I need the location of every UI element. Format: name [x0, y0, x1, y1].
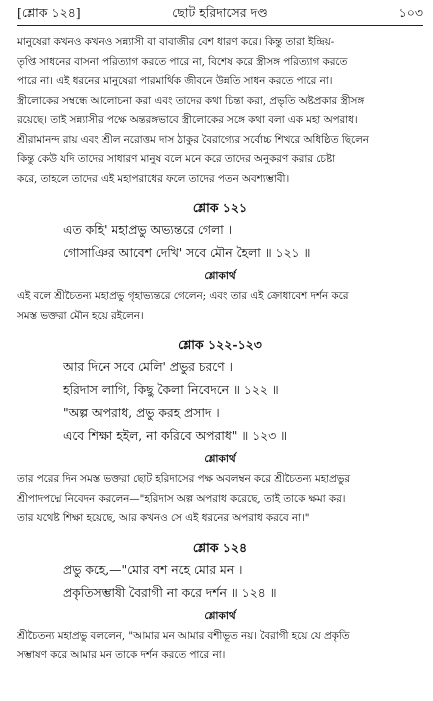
verse-line: প্রকৃতিসম্ভাষী বৈরাগী না করে দর্শন ॥ ১২৪ ॥: [63, 585, 277, 600]
text-line: তৃপ্তি সাধনের বাসনা পরিত্যাগ করতে পারে না, বিশেষ করে স্ত্রীসঙ্গ পরিত্যাগ করতে: [17, 55, 348, 68]
text-line: স্ত্রীলোকের সম্বন্ধে আলোচনা করা এবং তাদের কথা চিন্তা করা, প্রভৃতি অষ্টপ্রকার স্ত্রীসঙ্গ: [17, 94, 365, 107]
text-line: শ্রীচৈতন্য মহাপ্রভু বললেন, "আমার মন আমার বশীভূত নয়। বৈরাগী হয়ে যে প্রকৃতি: [17, 629, 350, 642]
purport-paragraph: [17, 33, 423, 189]
verse-line: "অল্প অপরাধ, প্রভু করহ প্রসাদ ।: [63, 406, 220, 420]
verse-line: এবে শিক্ষা হইল, না করিবে অপরাধ" ॥ ১২৩ ॥: [63, 429, 287, 443]
running-header: [17, 3, 423, 23]
page-body: [17, 33, 423, 666]
verse-line: এত কহি' মহাপ্রভু অভ্যন্তরে গেলা ।: [63, 223, 233, 237]
verse-line: আর দিনে সবে মেলি' প্রভুর চরণে ।: [63, 360, 233, 374]
text-line: সম্ভাষণ করে আমার মন তাকে দর্শন করতে পারে না।: [17, 649, 226, 661]
verse-heading: শ্লোক ১২১: [192, 200, 248, 215]
translation-paragraph: [17, 627, 423, 666]
verse-line: প্রভু কহে,—"মোর বশ নহে মোর মন ।: [63, 562, 243, 577]
translation-paragraph: [17, 287, 423, 326]
translation-heading: শ্লোকার্থ: [204, 453, 236, 465]
header-rule: [17, 25, 423, 26]
text-line: পারে না। এই ধরনের মানুষেরা পারমার্থিক জীবনে উন্নতি সাধন করতে পারে না।: [17, 75, 333, 87]
translation-heading: শ্লোকার্থ: [204, 270, 236, 282]
verse-heading: শ্লোক ১২৪: [192, 539, 248, 555]
text-line: তার যথেষ্ট শিক্ষা হয়েছে, আর কখনও সে এই ধরনের অপরাধ করবে না।": [17, 512, 310, 524]
header-verse-ref: [শ্লোক ১২৪]: [17, 5, 81, 20]
verse-line: গোসাঞির আবেশ দেখি' সবে মৌন হৈলা ॥ ১২১ ॥: [63, 246, 311, 260]
text-line: মানুষেরা কখনও কখনও সন্ন্যাসী বা বাবাজীর বেশ ধারণ করে। কিন্তু তারা ইন্দ্রিয়-: [17, 36, 335, 48]
text-line: করে, তাহলে তাদের এই মহাপরাধের ফলে তাদের পতন অবশ্যম্ভাবী।: [17, 172, 290, 185]
text-line: কিন্তু কেউ যদি তাদের সাধারণ মানুষ বলে মনে করে তাদের অনুকরণ করার চেষ্টা: [17, 153, 336, 165]
text-line: রয়েছে। তাই সন্ন্যাসীর পক্ষে অন্তরঙ্গভাবে স্ত্রীলোকের সঙ্গে কথা বলা এক মহা অপরাধ।: [17, 114, 358, 126]
text-line: শ্রীপাদপদ্মে নিবেদন করলেন—"হরিদাস অল্প অপরাধ করেছে, তাই তাকে ক্ষমা কর।: [17, 492, 346, 505]
translation-paragraph: [17, 470, 423, 529]
verse-heading: শ্লোক ১২২-১২৩: [178, 337, 262, 352]
text-line: এই বলে শ্রীচৈতন্য মহাপ্রভু গৃহাভ্যন্তরে গেলেন; এবং তার এই ক্রোধাবেশ দর্শন করে: [17, 290, 349, 302]
page-number: ১০৩: [398, 5, 423, 20]
text-line: শ্রীরামানন্দ রায় এবং শ্রীল নরোত্তম দাস ঠাকুর বৈরাগ্যের সর্বোচ্চ শিখরে অধিষ্ঠিত ছিলেন: [17, 133, 369, 146]
text-line: তার পরের দিন সমস্ত ভক্তরা ছোট হরিদাসের পক্ষ অবলম্বন করে শ্রীচৈতন্য মহাপ্রভুর: [17, 473, 351, 485]
verse-line: হরিদাস লাগি, কিছু কৈলা নিবেদনে ॥ ১২২ ॥: [63, 383, 279, 397]
translation-heading: শ্লোকার্থ: [204, 609, 236, 622]
header-chapter-title: ছোট হরিদাসের দণ্ড: [172, 5, 268, 20]
text-line: সমস্ত ভক্তরা মৌন হয়ে রইলেন।: [17, 309, 144, 322]
